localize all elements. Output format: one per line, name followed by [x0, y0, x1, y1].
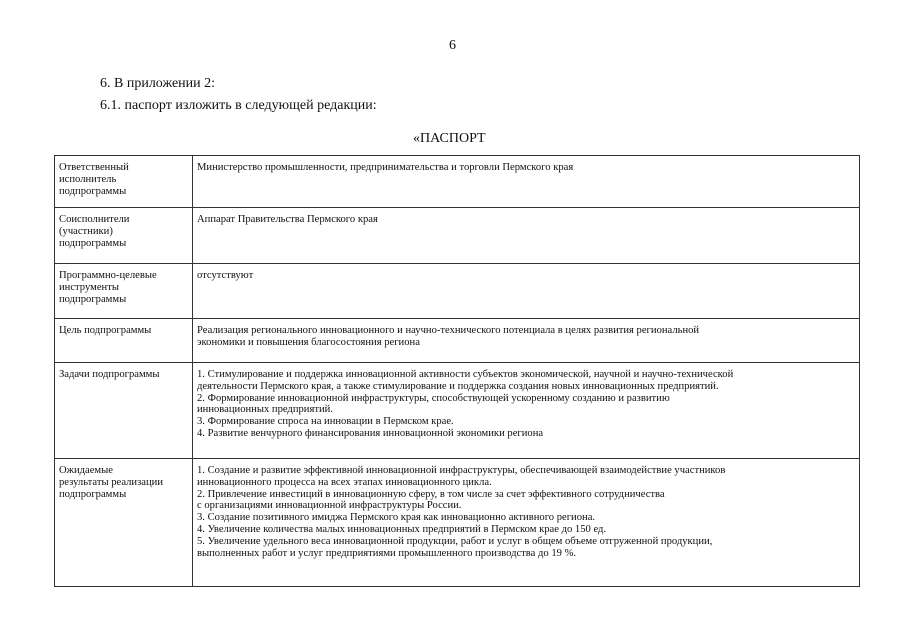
value-line: инновационных предприятий. [197, 404, 333, 416]
row-value [193, 363, 860, 459]
row-label [55, 264, 193, 319]
list-item [197, 512, 855, 524]
row-value [193, 459, 860, 587]
label-line: Соисполнители [59, 214, 130, 225]
value-line: Аппарат Правительства Пермского края [197, 214, 378, 225]
list-item [197, 428, 855, 440]
label-line: подпрограммы [59, 293, 127, 305]
label-line: подпрограммы [59, 237, 127, 249]
value-line: 4. Увеличение количества малых инновационных предприятий в Пермском крае до 150 ед. [197, 523, 607, 535]
row-value [193, 264, 860, 319]
list-item [197, 393, 855, 417]
table-row-co-executors [55, 208, 860, 264]
row-label [55, 363, 193, 459]
label-line: результаты реализации [59, 476, 163, 488]
value-line: Министерство промышленности, предпринимательства и торговли Пермского края [197, 162, 574, 173]
list-item [197, 369, 855, 393]
paragraph-passport-instruction: 6.1. паспорт изложить в следующей редакции: [100, 98, 377, 113]
value-line: инновационного процесса на всех этапах инновационного цикла. [197, 476, 492, 488]
label-line: подпрограммы [59, 488, 127, 500]
value-line: 5. Увеличение удельного веса инновационной продукции, работ и услуг в общем объеме отгруженной продукции, [197, 535, 713, 547]
value-line: 3. Создание позитивного имиджа Пермского края как инновационно активного региона. [197, 512, 596, 524]
label-line: Ответственный [59, 162, 129, 173]
row-label [55, 319, 193, 363]
label-line: исполнитель [59, 173, 117, 185]
row-value [193, 208, 860, 264]
label-line: Задачи подпрограммы [59, 369, 160, 380]
table-row-goal [55, 319, 860, 363]
value-line: 2. Привлечение инвестиций в инновационную сферу, в том числе за счет эффективного сотрудничества [197, 488, 665, 500]
value-line: 3. Формирование спроса на инновации в Пермском крае. [197, 416, 454, 428]
passport-heading: «ПАСПОРТ [413, 131, 486, 146]
label-line: (участники) [59, 225, 113, 237]
row-label [55, 459, 193, 587]
value-line: отсутствуют [197, 270, 254, 281]
table-row-responsible-executor [55, 156, 860, 208]
table-row-program-instruments [55, 264, 860, 319]
row-value [193, 156, 860, 208]
label-line: инструменты [59, 281, 119, 293]
passport-table [54, 155, 860, 587]
paragraph-appendix: 6. В приложении 2: [100, 76, 216, 91]
value-line: Реализация регионального инновационного и научно-технического потенциала в целях развития региональной [197, 325, 700, 336]
row-value [193, 319, 860, 363]
row-label [55, 208, 193, 264]
label-line: Ожидаемые [59, 465, 113, 476]
value-line: 1. Создание и развитие эффективной инновационной инфраструктуры, обеспечивающей взаимодействие участников [197, 465, 726, 476]
row-label [55, 156, 193, 208]
list-item [197, 416, 855, 428]
value-line: с организациями инновационной инфраструктуры России. [197, 500, 462, 512]
table-row-tasks [55, 363, 860, 459]
value-line: деятельности Пермского края, а также стимулирование и поддержка создания новых инновационных предприятий. [197, 380, 719, 392]
page-number: 6 [449, 38, 456, 53]
table-row-expected-results [55, 459, 860, 587]
list-item [197, 489, 855, 513]
value-line: 1. Стимулирование и поддержка инновационной активности субъектов экономической, научной и научно-технической [197, 369, 734, 380]
value-line: 4. Развитие венчурного финансирования инновационной экономики региона [197, 427, 544, 439]
list-item [197, 524, 855, 536]
value-line: 2. Формирование инновационной инфраструктуры, способствующей ускоренному созданию и развитию [197, 392, 670, 404]
label-line: Программно-целевые [59, 270, 157, 281]
list-item [197, 465, 855, 489]
list-item [197, 536, 855, 560]
label-line: подпрограммы [59, 185, 127, 197]
label-line: Цель подпрограммы [59, 325, 152, 336]
value-line: выполненных работ и услуг предприятиями промышленного производства до 19 %. [197, 547, 577, 559]
value-line: экономики и повышения благосостояния региона [197, 336, 420, 348]
